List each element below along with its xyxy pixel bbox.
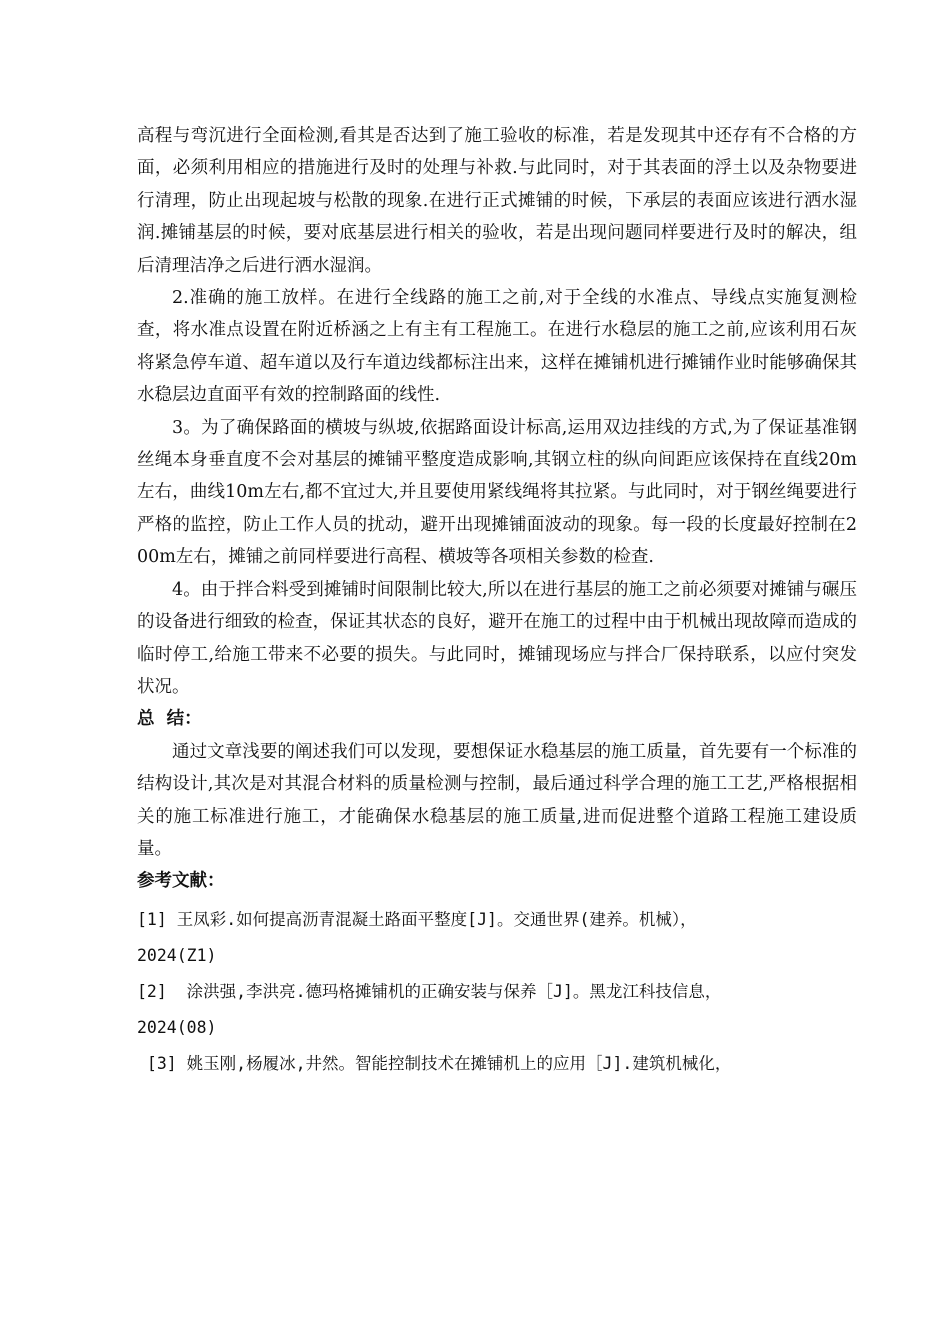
body-paragraph-continued: 高程与弯沉进行全面检测,看其是否达到了施工验收的标准，若是发现其中还存有不合格的方面，必须利用相应的措施进行及时的处理与补救.与此同时，对于其表面的浮土以及杂物要进行清理，防止出现起坡与松散的现象.在进行正式摊铺的时候，下承层的表面应该进行洒水湿润.摊铺基层的时候，要对底基层进行相关的验收，若是出现问题同样要进行及时的解决，组后清理洁净之后进行洒水湿润。	[137, 126, 857, 276]
summary-heading: 总 结：	[137, 709, 202, 730]
reference-2-line-2: 2024(08)	[137, 1017, 217, 1037]
reference-2-line-1: [2] 涂洪强,李洪亮.德玛格摊铺机的正确安装与保养［J]。黑龙江科技信息，	[137, 981, 722, 1001]
summary-paragraph: 通过文章浅要的阐述我们可以发现，要想保证水稳基层的施工质量，首先要有一个标准的结构设计,其次是对其混合材料的质量检测与控制，最后通过科学合理的施工工艺,严格根据相关的施工标准进行施工，才能确保水稳基层的施工质量,进而促进整个道路工程施工建设质量。	[137, 741, 857, 859]
document-body	[137, 120, 857, 1082]
body-paragraph-2: 2.准确的施工放样。在进行全线路的施工之前,对于全线的水准点、导线点实施复测检查，将水准点设置在附近桥涵之上有主有工程施工。在进行水稳层的施工之前,应该利用石灰将紧急停车道、超车道以及行车道边线都标注出来，这样在摊铺机进行摊铺作业时能够确保其水稳层边直面平有效的控制路面的线性.	[137, 288, 857, 406]
reference-1-line-2: 2024(Z1)	[137, 945, 217, 965]
reference-1-line-1: [1] 王凤彩.如何提高沥青混凝土路面平整度[J]。交通世界(建养。机械），	[137, 909, 697, 929]
references-list	[137, 902, 857, 1082]
body-paragraph-4: 4。由于拌合料受到摊铺时间限制比较大,所以在进行基层的施工之前必须要对摊铺与碾压的设备进行细致的检查，保证其状态的良好，避开在施工的过程中由于机械出现故障而造成的临时停工,给施工带来不必要的损失。与此同时，摊铺现场应与拌合厂保持联系，以应付突发状况。	[137, 579, 857, 697]
body-paragraph-3: 3。为了确保路面的横坡与纵坡,依据路面设计标高,运用双边挂线的方式,为了保证基准钢丝绳本身垂直度不会对基层的摊铺平整度造成影响,其钢立柱的纵向间距应该保持在直线20m左右，曲线10m左右,都不宜过大,并且要使用紧线绳将其拉紧。与此同时，对于钢丝绳要进行严格的监控，防止工作人员的扰动，避开出现摊铺面波动的现象。每一段的长度最好控制在200m左右，摊铺之前同样要进行高程、横坡等各项相关参数的检查.	[137, 417, 857, 568]
reference-3-line-1: [3] 姚玉刚,杨履冰,井然。智能控制技术在摊铺机上的应用［J].建筑机械化，	[137, 1053, 732, 1073]
references-heading: 参考文献：	[137, 871, 225, 892]
